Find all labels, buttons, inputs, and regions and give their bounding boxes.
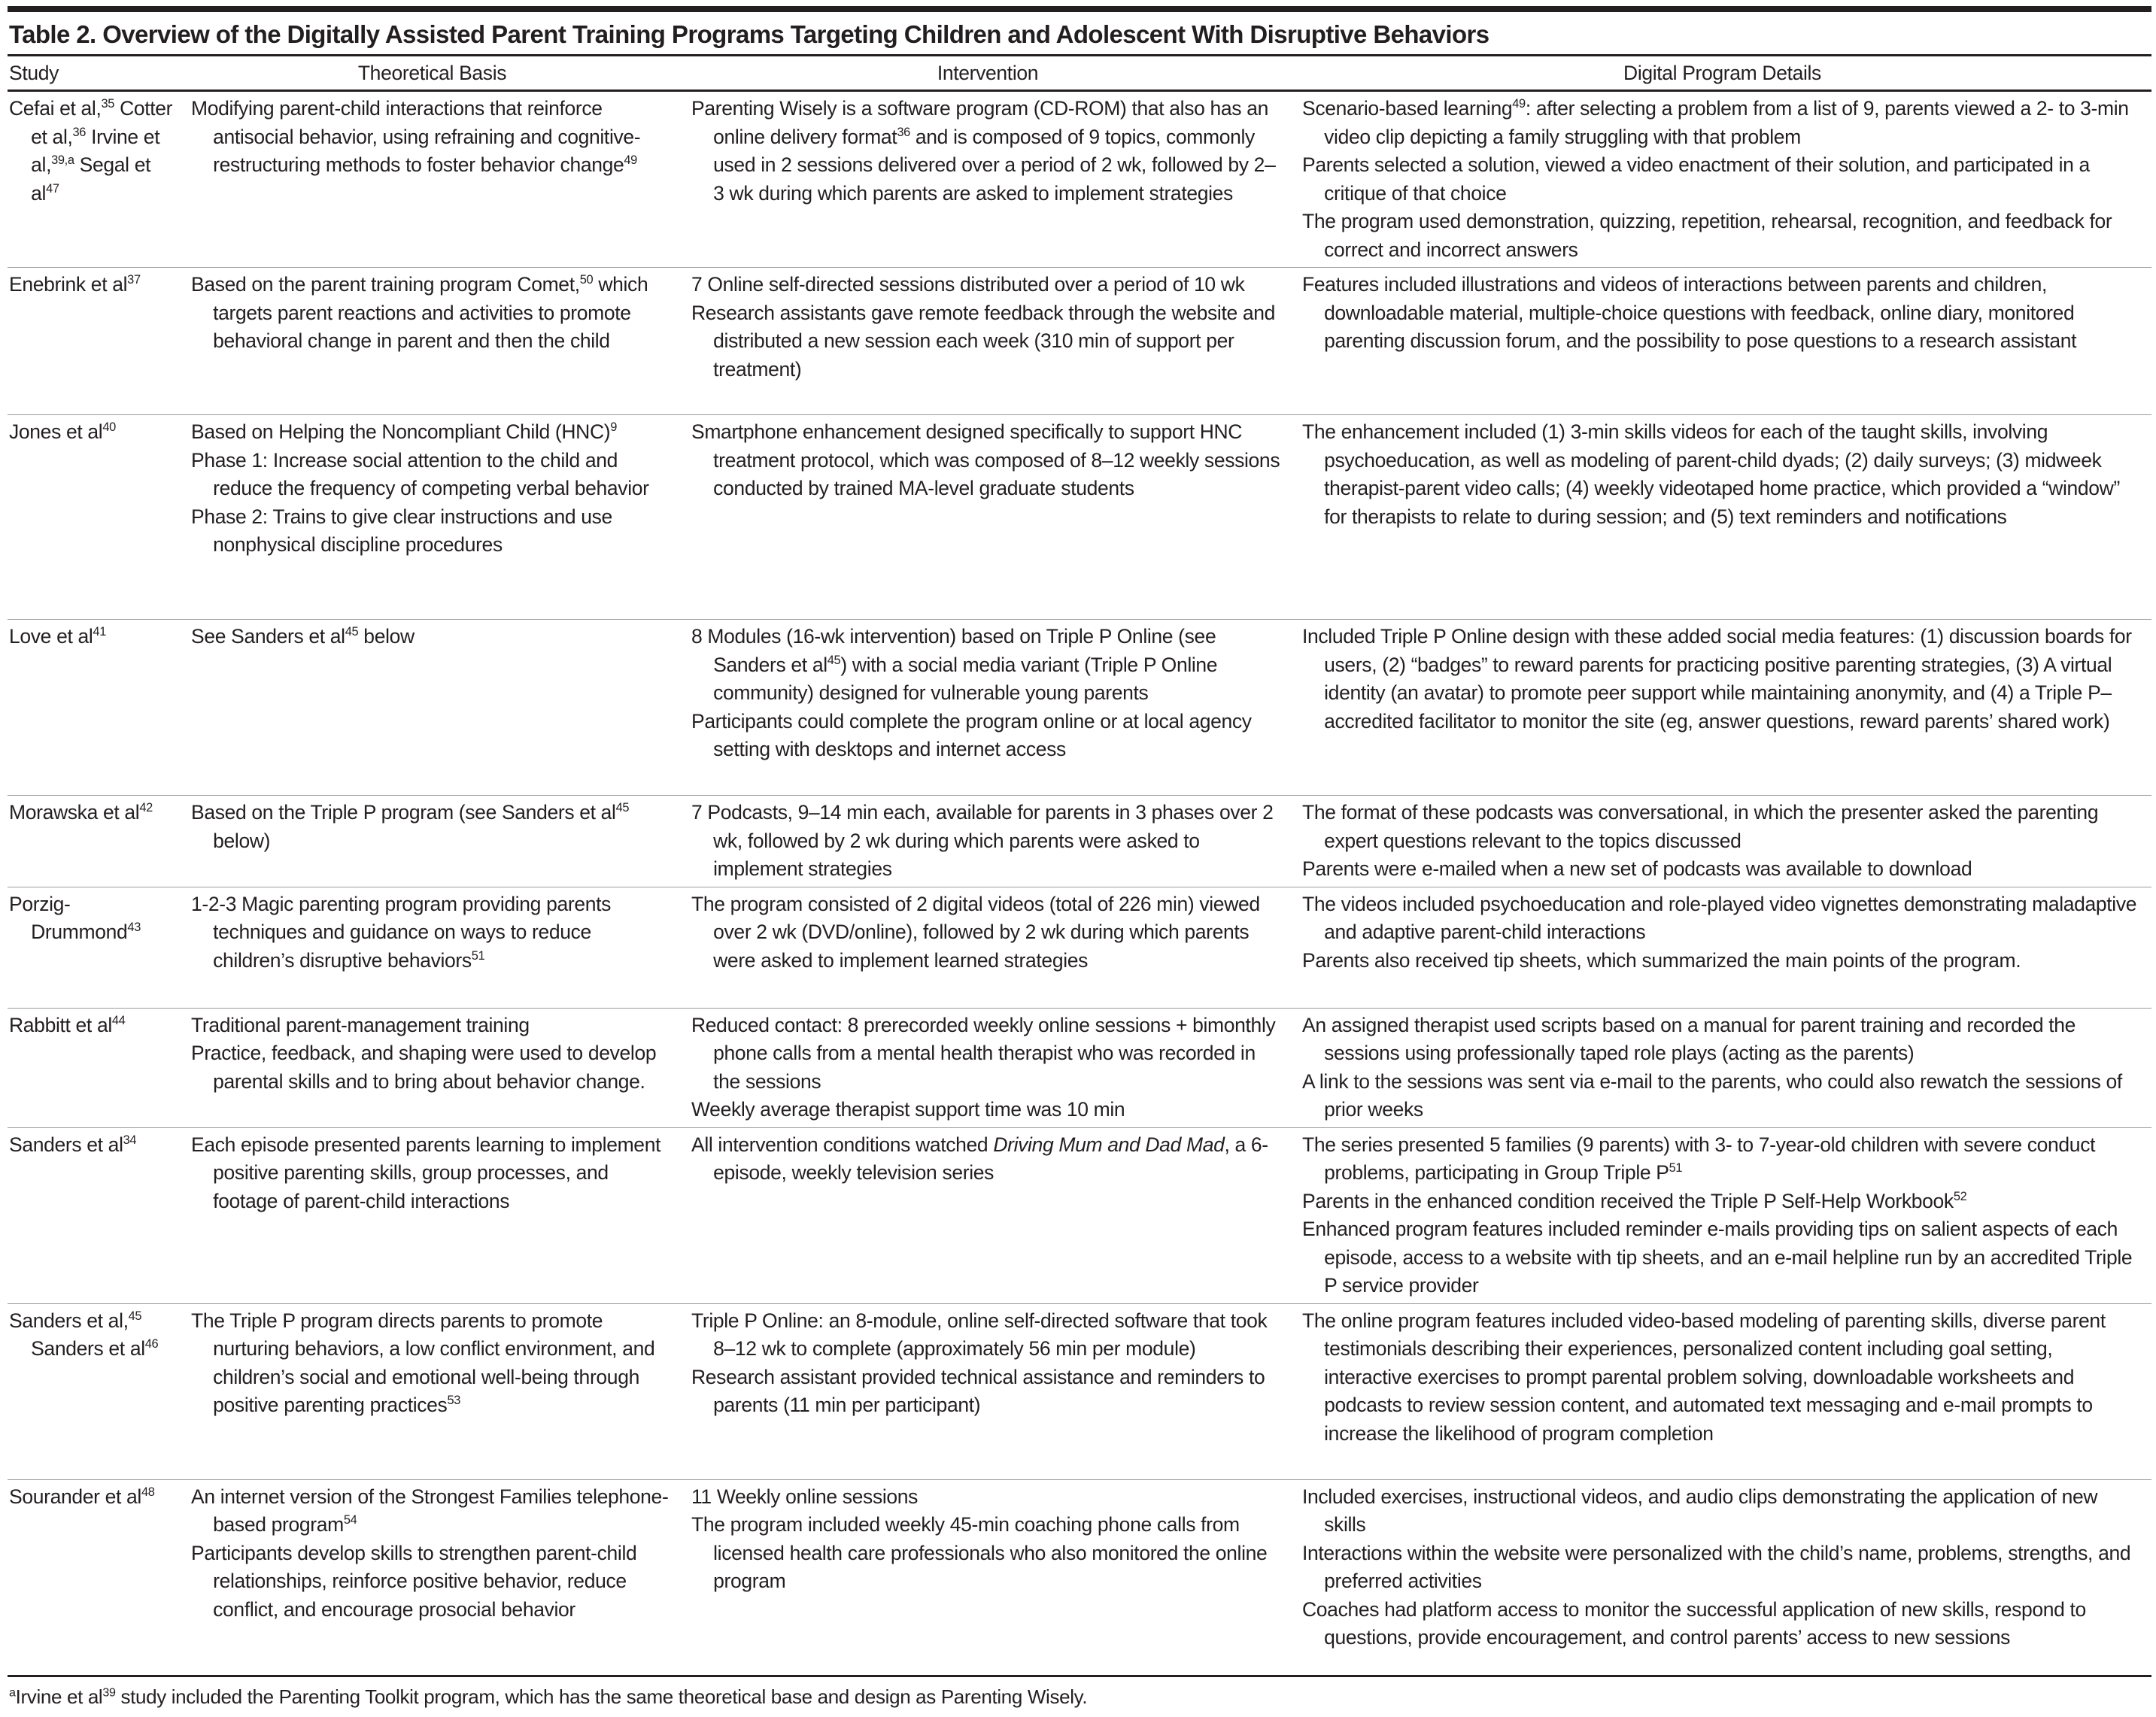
text-run: Based on the parent training program Comet, [191,273,580,296]
reference-superscript: 50 [579,273,594,287]
text-run: An internet version of the Strongest Families telephone-based program [191,1485,669,1536]
digital-program-details-cell [1293,1303,2151,1479]
text-run: ) with a social media variant (Triple P Online community) designed for vulnerable young parents [713,653,1218,704]
text-run: Research assistant provided technical assistance and reminders to parents (11 min per participant) [691,1365,1265,1416]
text-run: Based on the Triple P program (see Sanders et al [191,801,616,824]
study-cell [8,415,182,620]
text-run: Parents in the enhanced condition received the Triple P Self-Help Workbook [1302,1189,1954,1212]
cell-paragraph [9,271,175,299]
table-row [8,1479,2151,1676]
cell-paragraph [1302,1215,2144,1300]
cell-paragraph [1302,1307,2144,1449]
digital-program-details-cell [1293,620,2151,796]
digital-program-details-cell [1293,1008,2151,1127]
theoretical-basis-cell [182,620,682,796]
text-run: Smartphone enhancement designed specifically to support HNC treatment protocol, which was composed of 8–12 weekly sessions conducted by trained MA-level graduate students [691,420,1280,499]
cell-paragraph [9,623,175,651]
text-run: The videos included psychoeducation and role-played video vignettes demonstrating maladaptive and adaptive parent-child interactions [1302,892,2137,943]
cell-paragraph [691,1307,1286,1364]
table-title: Table 2. Overview of the Digitally Assisted Parent Training Programs Targeting Children and Adolescent With Disruptive Behaviors [9,20,1489,48]
text-run: See Sanders et al [191,625,345,648]
cell-paragraph [691,271,1286,299]
text-run: Sanders et al [9,1133,123,1156]
text-run: Research assistants gave remote feedback through the website and distributed a new session each week (310 min of support per treatment) [691,301,1276,381]
text-run: The series presented 5 families (9 parents) with 3- to 7-year-old children with severe conduct problems, participating in Group Triple P [1302,1133,2096,1184]
reference-superscript: 36 [897,125,910,139]
programs-table [8,56,2151,1677]
study-cell [8,1303,182,1479]
cell-paragraph [691,799,1286,884]
text-run: which targets parent reactions and activities to promote behavioral change in parent and then the child [213,273,648,352]
cell-paragraph [1302,1012,2144,1068]
text-run: The program included weekly 45-min coaching phone calls from licensed health care professionals who also monitored the online program [691,1513,1268,1592]
cell-paragraph [1302,1068,2144,1124]
text-run: Sourander et al [9,1485,141,1508]
study-cell [8,91,182,268]
text-run: : after selecting a problem from a list of 9, parents viewed a 2- to 3-min video clip depicting a family struggling with that problem [1324,97,2129,148]
reference-superscript: 51 [1669,1161,1683,1176]
theoretical-basis-cell [182,415,682,620]
cell-paragraph [691,1012,1286,1097]
cell-paragraph [191,890,675,975]
text-run: Reduced contact: 8 prerecorded weekly online sessions + bimonthly phone calls from a mental health therapist who was recorded in the sessions [691,1013,1276,1093]
cell-paragraph [1302,1596,2144,1652]
cell-paragraph [191,623,675,651]
digital-program-details-cell [1293,1479,2151,1676]
text-run: Weekly average therapist support time was 10 min [691,1098,1125,1121]
cell-paragraph [9,418,175,447]
table-body [8,91,2151,1676]
reference-superscript: a [9,1685,16,1699]
cell-paragraph [1302,855,2144,884]
reference-superscript: 42 [139,801,153,815]
text-run: Segal et al [31,153,151,205]
theoretical-basis-cell [182,1008,682,1127]
reference-superscript: 34 [123,1133,137,1147]
text-run: 7 Podcasts, 9–14 min each, available for parents in 3 phases over 2 wk, followed by 2 wk during which parents were asked to implement strategies [691,801,1274,880]
header-row [8,56,2151,91]
text-run: Enebrink et al [9,273,128,296]
cell-paragraph [9,95,175,208]
study-cell [8,1127,182,1303]
reference-superscript: 48 [141,1485,155,1499]
cell-paragraph [191,271,675,356]
italic-title: Driving Mum and Dad Mad [993,1133,1225,1156]
text-run: Parents selected a solution, viewed a video enactment of their solution, and participated in a critique of that choice [1302,153,2090,205]
text-run: Parents also received tip sheets, which summarized the main points of the program. [1302,948,2021,972]
cell-paragraph [691,708,1286,764]
text-run: Traditional parent-management training [191,1013,530,1036]
column-header-digital-program-details: Digital Program Details [1293,56,2151,91]
cell-paragraph [191,1039,675,1096]
cell-paragraph [691,1364,1286,1420]
cell-paragraph [691,890,1286,975]
cell-paragraph [1302,947,2144,975]
text-run: Included Triple P Online design with these added social media features: (1) discussion boards for users, (2) “badges” to reward parents for practicing positive parenting strategies, (3) A virtual identity (an avatar) to promote peer support while maintaining anonymity, and (4) a Triple P–accredited facilitator to monitor the site (eg, answer questions, reward parents’ shared work) [1302,625,2132,733]
cell-paragraph [1302,208,2144,264]
reference-superscript: 37 [127,273,141,287]
cell-paragraph [9,1012,175,1040]
text-run: below [358,625,414,648]
cell-paragraph [1302,799,2144,855]
cell-paragraph [191,503,675,560]
text-run: and is composed of 9 topics, commonly used in 2 sessions delivered over a period of 2 wk, followed by 2–3 wk during which parents are asked to implement strategies [713,125,1276,205]
cell-paragraph [191,95,675,180]
theoretical-basis-cell [182,796,682,887]
cell-paragraph [1302,890,2144,947]
text-run: A link to the sessions was sent via e-mail to the parents, who could also rewatch the sessions of prior weeks [1302,1069,2122,1121]
reference-superscript: 53 [447,1394,461,1408]
text-run: The format of these podcasts was conversational, in which the presenter asked the parenting expert questions relevant to the topics discussed [1302,801,2099,852]
cell-paragraph [1302,418,2144,531]
digital-program-details-cell [1293,1127,2151,1303]
reference-superscript: 35 [101,97,115,111]
top-rule [8,6,2151,12]
text-run: Porzig-Drummond [9,892,128,943]
text-run: 8 Modules (16-wk intervention) based on Triple P Online (see Sanders et al [691,625,1216,676]
text-run: Irvine et al [15,1685,103,1708]
intervention-cell [682,620,1293,796]
text-run: 1-2-3 Magic parenting program providing parents techniques and guidance on ways to reduce children’s disruptive behaviors [191,892,612,972]
cell-paragraph [1302,151,2144,208]
table-row [8,415,2151,620]
study-cell [8,887,182,1008]
text-run: Morawska et al [9,801,140,824]
text-run: Interactions within the website were personalized with the child’s name, problems, strengths, and preferred activities [1302,1541,2131,1592]
reference-superscript: 45 [615,801,630,815]
text-run: Coaches had platform access to monitor the successful application of new skills, respond to questions, provide encouragement, and control parents’ access to new sessions [1302,1597,2086,1649]
study-cell [8,620,182,796]
cell-paragraph [1302,1188,2144,1216]
cell-paragraph [9,890,175,947]
column-header-study: Study [8,56,182,91]
text-run: Cefai et al, [9,97,102,120]
cell-paragraph [191,1483,675,1540]
text-run: below) [213,829,271,852]
text-run: The program consisted of 2 digital videos (total of 226 min) viewed over 2 wk (DVD/online), followed by 2 wk during which parents were asked to implement learned strategies [691,892,1260,972]
cell-paragraph [691,418,1286,503]
digital-program-details-cell [1293,268,2151,415]
cell-paragraph [9,1307,175,1364]
table-row [8,91,2151,268]
theoretical-basis-cell [182,1303,682,1479]
cell-paragraph [191,1307,675,1420]
text-run: All intervention conditions watched [691,1133,994,1156]
intervention-cell [682,1479,1293,1676]
cell-paragraph [1302,623,2144,736]
digital-program-details-cell [1293,91,2151,268]
cell-paragraph [691,299,1286,384]
theoretical-basis-cell [182,887,682,1008]
text-run: Participants could complete the program online or at local agency setting with desktops and internet access [691,709,1252,760]
cell-paragraph [691,95,1286,208]
text-run: Included exercises, instructional videos, and audio clips demonstrating the application of new skills [1302,1485,2098,1536]
intervention-cell [682,1008,1293,1127]
table-row [8,1303,2151,1479]
text-run: Features included illustrations and videos of interactions between parents and children, downloadable material, multiple-choice questions with feedback, online diary, monitored parenting discussion forum, and the possibility to pose questions to a research assistant [1302,273,2077,352]
cell-paragraph [191,1540,675,1624]
table-row [8,1127,2151,1303]
text-run: Triple P Online: an 8-module, online self-directed software that took 8–12 wk to complete (approximately 56 min per module) [691,1309,1268,1360]
reference-superscript: 36 [72,125,87,139]
reference-superscript: 47 [46,181,59,196]
cell-paragraph [191,1012,675,1040]
cell-paragraph [9,1131,175,1160]
theoretical-basis-cell [182,268,682,415]
text-run: Jones et al [9,420,103,443]
table-row [8,268,2151,415]
cell-paragraph [191,1131,675,1216]
digital-program-details-cell [1293,415,2151,620]
text-run: Love et al [9,625,93,648]
text-run: The online program features included video-based modeling of parenting skills, diverse parent testimonials describing their experiences, personalized content including goal setting, interactive exercises to prompt parental problem solving, downloadable worksheets and podcasts to review session content, and automated text messaging and e-mail prompts to increase the likelihood of program completion [1302,1309,2106,1445]
reference-superscript: 40 [102,420,116,435]
reference-superscript: 46 [144,1337,159,1351]
text-run: Phase 1: Increase social attention to the child and reduce the frequency of competing verbal behavior [191,448,649,499]
text-run: 7 Online self-directed sessions distributed over a period of 10 wk [691,273,1245,296]
reference-superscript: 45 [128,1309,142,1323]
study-cell [8,796,182,887]
text-run: Sanders et al [31,1337,145,1360]
theoretical-basis-cell [182,1127,682,1303]
reference-superscript: 9 [610,420,618,435]
table-row [8,887,2151,1008]
intervention-cell [682,1127,1293,1303]
reference-superscript: 49 [1512,97,1526,111]
reference-superscript: 52 [1953,1189,1967,1203]
reference-superscript: 45 [345,625,359,639]
table-row [8,796,2151,887]
text-run: study included the Parenting Toolkit program, which has the same theoretical base and design as Parenting Wisely. [115,1685,1088,1708]
reference-superscript: 51 [471,948,485,963]
reference-superscript: 45 [827,653,841,667]
cell-paragraph [1302,1540,2144,1596]
text-run: Based on Helping the Noncompliant Child (HNC) [191,420,611,443]
study-cell [8,1008,182,1127]
cell-paragraph [9,1483,175,1512]
cell-paragraph [1302,1131,2144,1188]
cell-paragraph [1302,1483,2144,1540]
intervention-cell [682,887,1293,1008]
text-run: Enhanced program features included reminder e-mails providing tips on salient aspects of each episode, access to a website with tip sheets, and an e-mail helpline run by an accredited Triple P service provider [1302,1218,2133,1297]
text-run: Practice, feedback, and shaping were used to develop parental skills and to bring about behavior change. [191,1042,657,1093]
text-run: Participants develop skills to strengthen parent-child relationships, reinforce positive behavior, reduce conflict, and encourage prosocial behavior [191,1541,637,1621]
text-run: Parenting Wisely is a software program (CD-ROM) that also has an online delivery format [691,97,1268,148]
reference-superscript: 44 [111,1013,126,1027]
reference-superscript: 41 [93,625,106,639]
theoretical-basis-cell [182,1479,682,1676]
cell-paragraph [691,1096,1286,1124]
intervention-cell [682,415,1293,620]
column-header-theoretical-basis: Theoretical Basis [182,56,682,91]
cell-paragraph [1302,95,2144,151]
text-run: An assigned therapist used scripts based on a manual for parent training and recorded the sessions using professionally taped role plays (acting as the parents) [1302,1013,2076,1064]
cell-paragraph [691,623,1286,708]
text-run: Modifying parent-child interactions that reinforce antisocial behavior, using refraining and cognitive-restructuring methods to foster behavior change [191,97,641,176]
text-run: Irvine et al, [31,125,160,176]
cell-paragraph [9,799,175,827]
intervention-cell [682,268,1293,415]
cell-paragraph [1302,271,2144,356]
theoretical-basis-cell [182,91,682,268]
text-run: Sanders et al, [9,1309,129,1332]
text-run: Cotter et al, [31,97,173,148]
text-run: 11 Weekly online sessions [691,1485,919,1508]
text-run: Scenario-based learning [1302,97,1513,120]
digital-program-details-cell [1293,796,2151,887]
reference-superscript: 43 [127,921,141,935]
column-header-intervention: Intervention [682,56,1293,91]
text-run: The enhancement included (1) 3-min skills videos for each of the taught skills, involving psychoeducation, as well as modeling of parent-child dyads; (2) daily surveys; (3) midweek therapist-parent video calls; (4) weekly videotaped home practice, which provided a “window” for therapists to relate to during session; and (5) text reminders and notifications [1302,420,2120,528]
cell-paragraph [691,1483,1286,1512]
cell-paragraph [691,1511,1286,1596]
cell-paragraph [691,1131,1286,1188]
text-run: Phase 2: Trains to give clear instructions and use nonphysical discipline procedures [191,505,612,556]
reference-superscript: 39,a [51,153,74,168]
intervention-cell [682,796,1293,887]
text-run: The program used demonstration, quizzing, repetition, rehearsal, recognition, and feedback for correct and incorrect answers [1302,210,2112,261]
text-run: Each episode presented parents learning to implement positive parenting skills, group processes, and footage of parent-child interactions [191,1133,661,1212]
table-footnote [8,1677,2151,1716]
study-cell [8,1479,182,1676]
text-run: Parents were e-mailed when a new set of podcasts was available to download [1302,857,1972,880]
cell-paragraph [191,799,675,855]
study-cell [8,268,182,415]
table-figure [8,6,2151,1716]
reference-superscript: 39 [102,1685,116,1699]
table-row [8,620,2151,796]
text-run: , a 6-episode, weekly television series [713,1133,1268,1184]
cell-paragraph [191,418,675,447]
reference-superscript: 49 [624,153,637,168]
text-run: The Triple P program directs parents to promote nurturing behaviors, a low conflict environment, and children’s social and emotional well-being through positive parenting practices [191,1309,655,1416]
intervention-cell [682,91,1293,268]
intervention-cell [682,1303,1293,1479]
reference-superscript: 54 [343,1513,357,1527]
digital-program-details-cell [1293,887,2151,1008]
table-row [8,1008,2151,1127]
text-run: Rabbitt et al [9,1013,112,1036]
cell-paragraph [191,447,675,503]
